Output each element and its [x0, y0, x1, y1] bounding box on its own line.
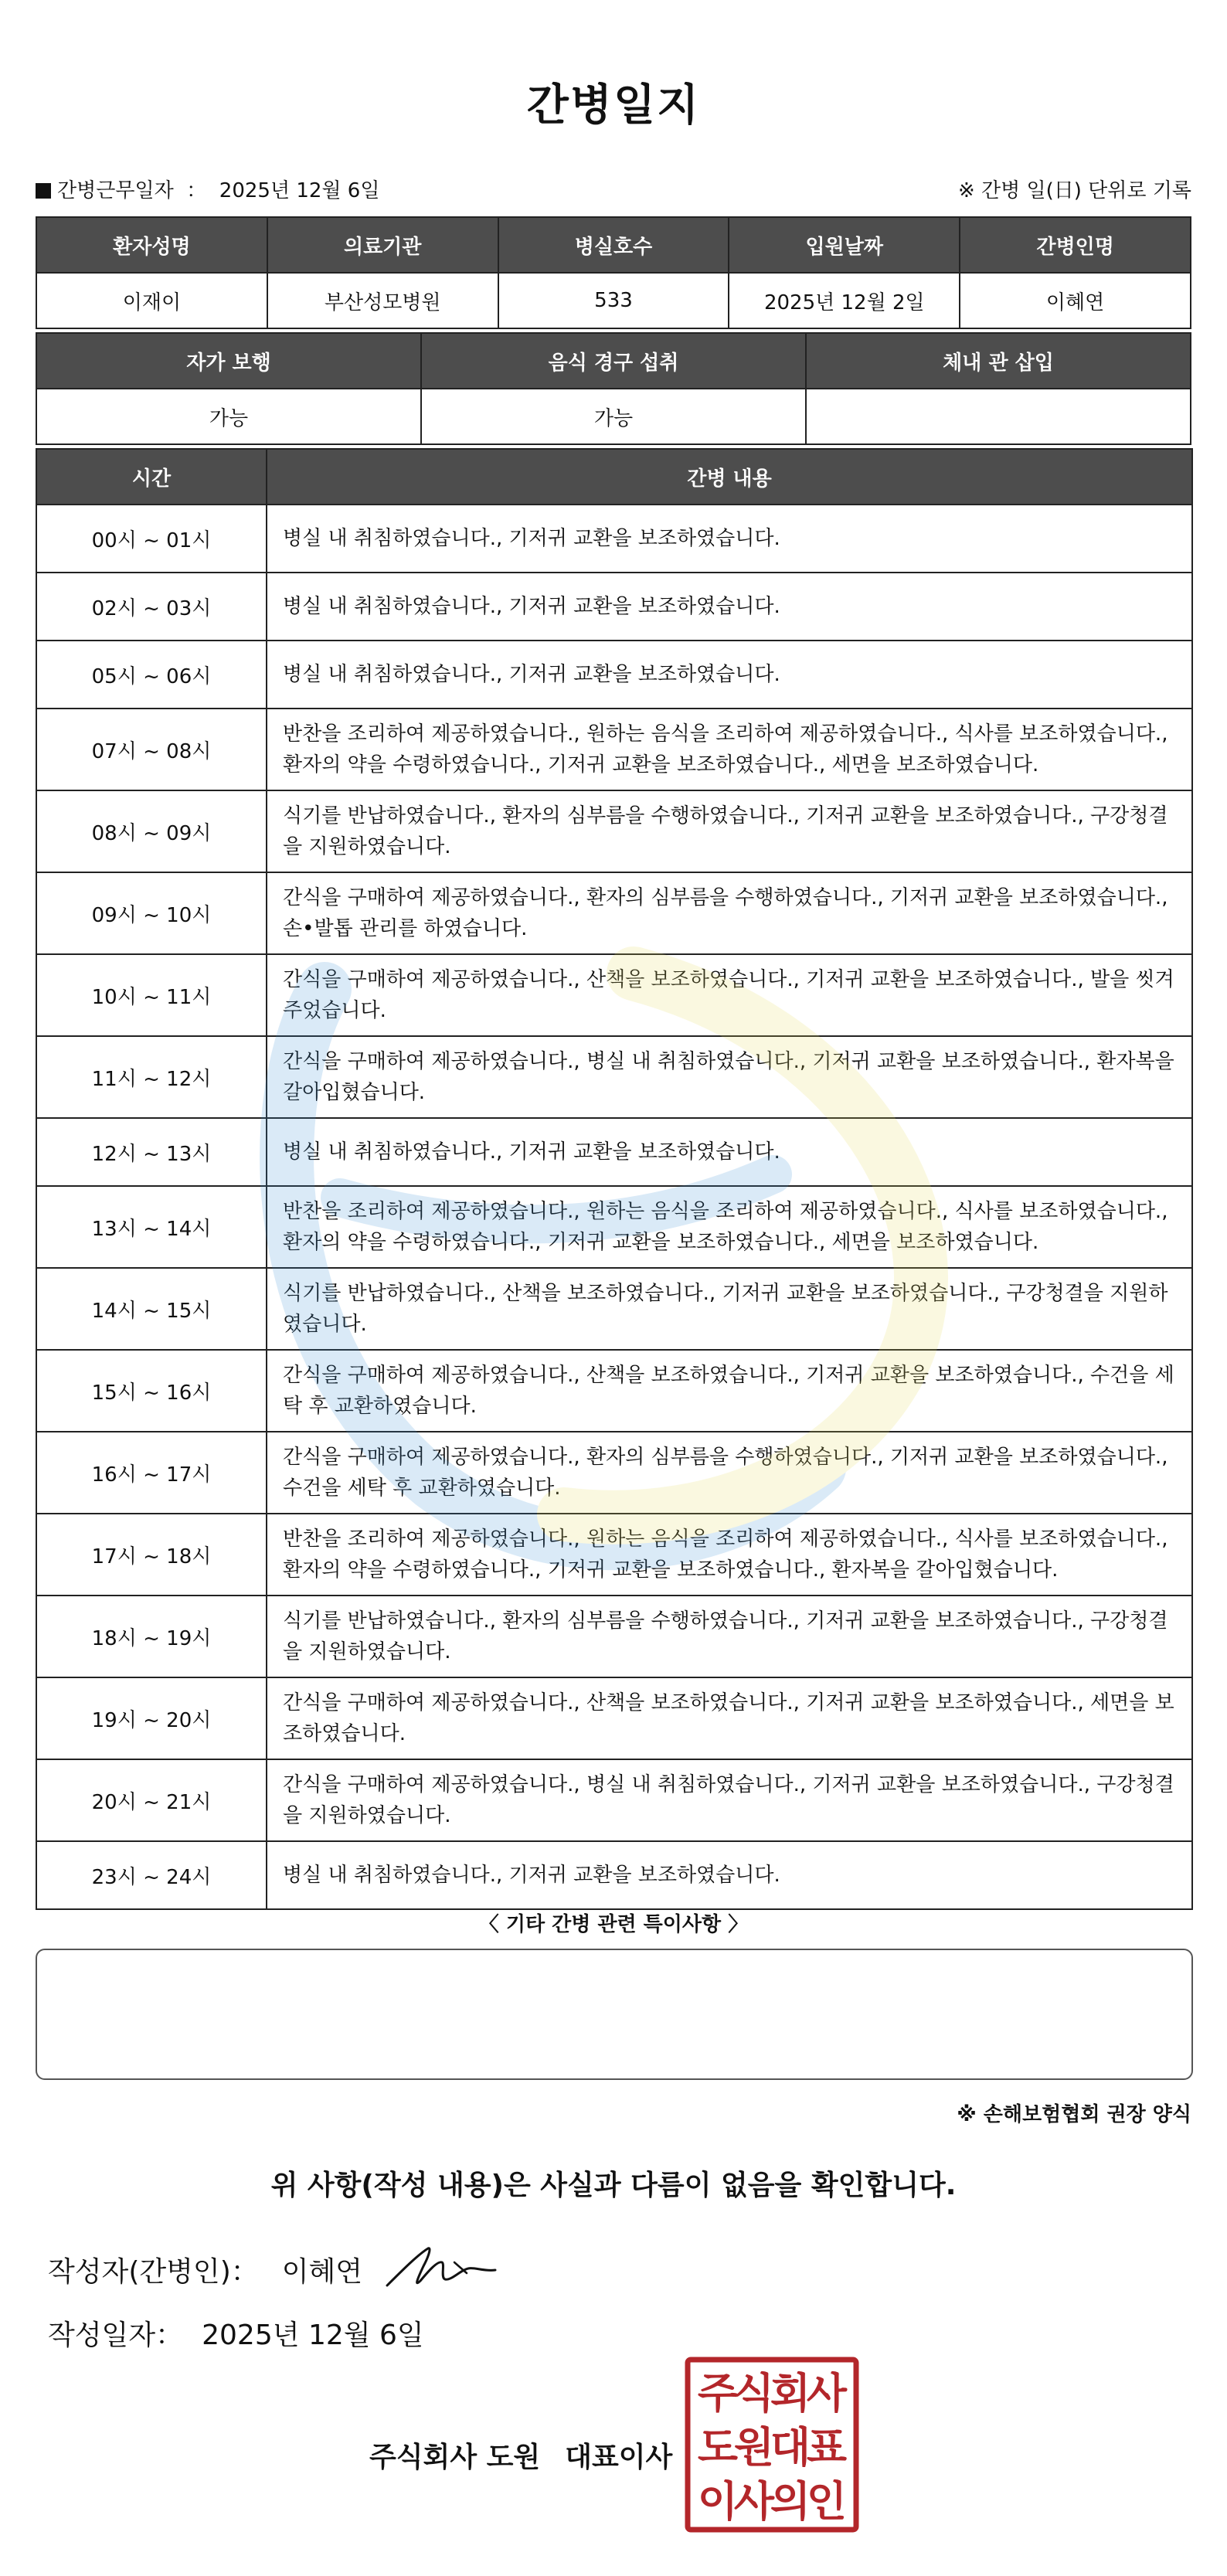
written-date-label: 작성일자：	[48, 2319, 184, 2351]
table-row	[36, 872, 1192, 954]
special-notes-box	[36, 1949, 1193, 2080]
room-number: 533	[498, 273, 729, 328]
log-content: 반찬을 조리하여 제공하였습니다., 원하는 음식을 조리하여 제공하였습니다., 식사를 보조하였습니다., 환자의 약을 수령하였습니다., 기저귀 교환을 보조하였습니다., 환자복을 갈아입혔습니다.	[267, 1514, 1192, 1596]
written-date-value: 2025년 12월 6일	[202, 2319, 424, 2351]
writer-label: 작성자(간병인)：	[48, 2256, 259, 2288]
svg-text:식: 식	[733, 2369, 775, 2418]
work-date	[36, 175, 379, 203]
log-content: 병실 내 취침하였습니다., 기저귀 교환을 보조하였습니다.	[267, 1841, 1192, 1909]
log-content: 간식을 구매하여 제공하였습니다., 환자의 심부름을 수행하였습니다., 기저귀 교환을 보조하였습니다., 손•발톱 관리를 하였습니다.	[267, 872, 1192, 954]
company-seal-icon	[685, 2357, 859, 2533]
log-time: 17시 ~ 18시	[36, 1514, 267, 1596]
table-row	[36, 1036, 1192, 1118]
work-date-separator: ：	[186, 179, 207, 202]
log-time: 02시 ~ 03시	[36, 573, 267, 641]
log-content: 간식을 구매하여 제공하였습니다., 병실 내 취침하였습니다., 기저귀 교환을 보조하였습니다., 구강청결을 지원하였습니다.	[267, 1759, 1192, 1841]
writer-name: 이혜연	[281, 2256, 363, 2288]
log-content: 병실 내 취침하였습니다., 기저귀 교환을 보조하였습니다.	[267, 641, 1192, 709]
confirmation-statement: 위 사항(작성 내용)은 사실과 다름이 없음을 확인합니다.	[270, 2170, 957, 2201]
table-row	[36, 954, 1192, 1036]
caregiver-name: 이혜연	[960, 273, 1191, 328]
log-content: 병실 내 취침하였습니다., 기저귀 교환을 보조하였습니다.	[267, 573, 1192, 641]
log-time: 18시 ~ 19시	[36, 1596, 267, 1677]
table-row	[36, 1677, 1192, 1759]
svg-text:주: 주	[697, 2369, 739, 2418]
log-content: 식기를 반납하였습니다., 환자의 심부름을 수행하였습니다., 기저귀 교환을 보조하였습니다., 구강청결을 지원하였습니다.	[267, 1596, 1192, 1677]
log-time: 10시 ~ 11시	[36, 954, 267, 1036]
log-time: 12시 ~ 13시	[36, 1118, 267, 1186]
document-title: 간병일지	[526, 80, 701, 131]
company-line	[369, 2435, 672, 2475]
header-room-number: 병실호수	[498, 217, 729, 273]
header-self-walking: 자가 보행	[36, 333, 421, 389]
log-time: 00시 ~ 01시	[36, 505, 267, 573]
log-time: 19시 ~ 20시	[36, 1677, 267, 1759]
header-institution: 의료기관	[267, 217, 498, 273]
table-row	[36, 1596, 1192, 1677]
log-content: 간식을 구매하여 제공하였습니다., 환자의 심부름을 수행하였습니다., 기저귀 교환을 보조하였습니다., 수건을 세탁 후 교환하였습니다.	[267, 1432, 1192, 1514]
log-time: 14시 ~ 15시	[36, 1268, 267, 1350]
table-row	[36, 1759, 1192, 1841]
writer-line	[48, 2250, 362, 2289]
header-patient-name: 환자성명	[36, 217, 267, 273]
patient-status-table	[36, 332, 1191, 445]
admission-date: 2025년 12월 2일	[729, 273, 960, 328]
log-time: 15시 ~ 16시	[36, 1350, 267, 1432]
svg-text:이: 이	[697, 2477, 739, 2526]
svg-text:대: 대	[770, 2423, 811, 2472]
log-time: 11시 ~ 12시	[36, 1036, 267, 1118]
log-time: 07시 ~ 08시	[36, 709, 267, 790]
log-content: 간식을 구매하여 제공하였습니다., 병실 내 취침하였습니다., 기저귀 교환을 보조하였습니다., 환자복을 갈아입혔습니다.	[267, 1036, 1192, 1118]
log-content: 간식을 구매하여 제공하였습니다., 산책을 보조하였습니다., 기저귀 교환을 보조하였습니다., 세면을 보조하였습니다.	[267, 1677, 1192, 1759]
table-row	[36, 1186, 1192, 1268]
svg-text:원: 원	[733, 2423, 775, 2472]
table-row	[36, 1350, 1192, 1432]
table-row	[36, 1841, 1192, 1909]
log-time: 23시 ~ 24시	[36, 1841, 267, 1909]
svg-text:도: 도	[697, 2423, 739, 2472]
table-row	[36, 1432, 1192, 1514]
company-ceo-title: 대표이사	[565, 2442, 673, 2473]
table-row	[36, 505, 1192, 573]
patient-info-table	[36, 216, 1191, 329]
table-row	[36, 1514, 1192, 1596]
header-oral-intake: 음식 경구 섭취	[421, 333, 806, 389]
header-time: 시간	[36, 449, 267, 505]
oral-intake-value: 가능	[421, 389, 806, 444]
log-time: 16시 ~ 17시	[36, 1432, 267, 1514]
log-content: 반찬을 조리하여 제공하였습니다., 원하는 음식을 조리하여 제공하였습니다., 식사를 보조하였습니다., 환자의 약을 수령하였습니다., 기저귀 교환을 보조하였습니다., 세면을 보조하였습니다.	[267, 709, 1192, 790]
patient-name: 이재이	[36, 273, 267, 328]
company-name: 주식회사 도원	[369, 2442, 541, 2473]
work-date-label: 간병근무일자	[57, 179, 174, 202]
table-row	[36, 790, 1192, 872]
tube-insertion-value	[806, 389, 1191, 444]
care-log-table	[36, 448, 1193, 1910]
header-caregiver-name: 간병인명	[960, 217, 1191, 273]
written-date-line	[48, 2313, 424, 2353]
special-notes-title: 〈 기타 간병 관련 특이사항 〉	[478, 1913, 749, 1936]
svg-text:사: 사	[806, 2369, 848, 2418]
recommend-note: ※ 손해보험협회 권장 양식	[957, 2103, 1191, 2126]
log-content: 식기를 반납하였습니다., 산책을 보조하였습니다., 기저귀 교환을 보조하였습니다., 구강청결을 지원하였습니다.	[267, 1268, 1192, 1350]
signature-icon	[383, 2239, 499, 2293]
log-content: 간식을 구매하여 제공하였습니다., 산책을 보조하였습니다., 기저귀 교환을 보조하였습니다., 발을 씻겨주었습니다.	[267, 954, 1192, 1036]
work-date-value: 2025년 12월 6일	[219, 179, 380, 202]
table-row	[36, 709, 1192, 790]
log-time: 13시 ~ 14시	[36, 1186, 267, 1268]
table-row	[36, 1118, 1192, 1186]
svg-text:인: 인	[806, 2477, 848, 2526]
table-row	[36, 641, 1192, 709]
table-row	[36, 573, 1192, 641]
square-bullet-icon	[36, 183, 51, 199]
log-content: 병실 내 취침하였습니다., 기저귀 교환을 보조하였습니다.	[267, 505, 1192, 573]
header-care-content: 간병 내용	[267, 449, 1192, 505]
table-row	[36, 1268, 1192, 1350]
svg-text:의: 의	[770, 2477, 811, 2526]
log-time: 05시 ~ 06시	[36, 641, 267, 709]
log-content: 반찬을 조리하여 제공하였습니다., 원하는 음식을 조리하여 제공하였습니다., 식사를 보조하였습니다., 환자의 약을 수령하였습니다., 기저귀 교환을 보조하였습니다., 세면을 보조하였습니다.	[267, 1186, 1192, 1268]
unit-note: ※ 간병 일(日) 단위로 기록	[957, 179, 1191, 202]
self-walking-value: 가능	[36, 389, 421, 444]
log-time: 08시 ~ 09시	[36, 790, 267, 872]
header-tube-insertion: 체내 관 삽입	[806, 333, 1191, 389]
svg-text:회: 회	[770, 2369, 811, 2418]
log-content: 병실 내 취침하였습니다., 기저귀 교환을 보조하였습니다.	[267, 1118, 1192, 1186]
header-admission-date: 입원날짜	[729, 217, 960, 273]
log-content: 식기를 반납하였습니다., 환자의 심부름을 수행하였습니다., 기저귀 교환을 보조하였습니다., 구강청결을 지원하였습니다.	[267, 790, 1192, 872]
institution: 부산성모병원	[267, 273, 498, 328]
svg-text:사: 사	[733, 2477, 775, 2526]
log-time: 20시 ~ 21시	[36, 1759, 267, 1841]
svg-text:표: 표	[806, 2423, 848, 2472]
log-content: 간식을 구매하여 제공하였습니다., 산책을 보조하였습니다., 기저귀 교환을 보조하였습니다., 수건을 세탁 후 교환하였습니다.	[267, 1350, 1192, 1432]
log-time: 09시 ~ 10시	[36, 872, 267, 954]
